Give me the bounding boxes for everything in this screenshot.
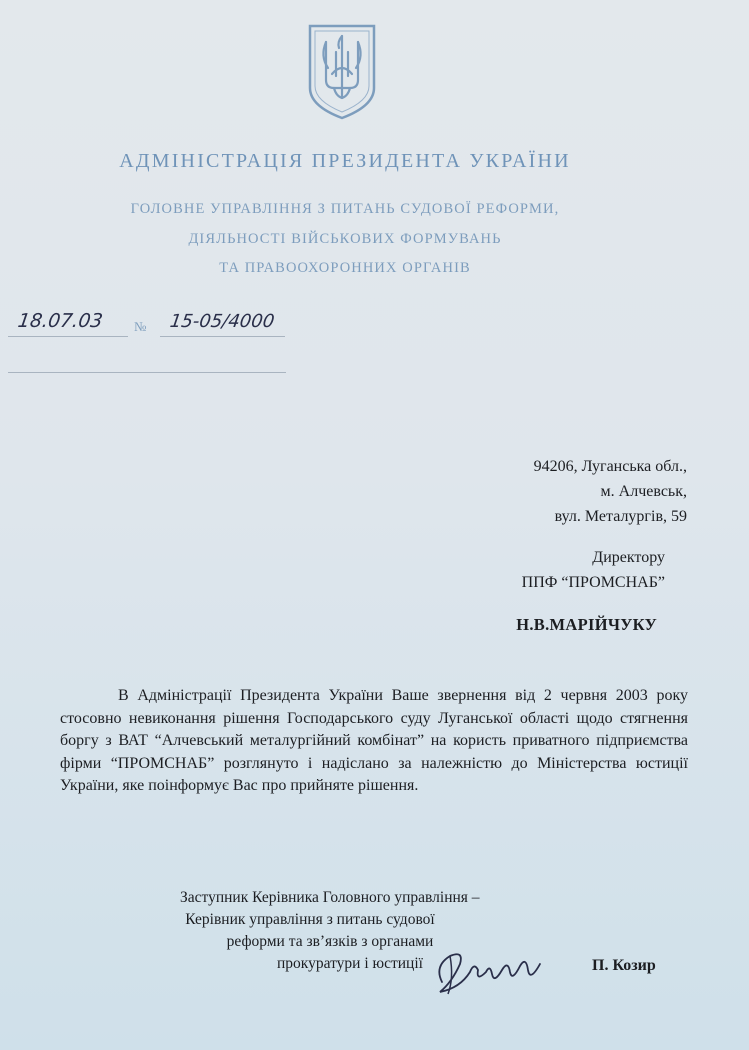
recipient-position: Директору <box>592 549 665 566</box>
signature-title-line-1: Заступник Керівника Головного управління – <box>180 889 480 906</box>
org-subtitle-line-1: ГОЛОВНЕ УПРАВЛІННЯ З ПИТАНЬ СУДОВОЇ РЕФОРМИ, <box>130 201 560 217</box>
registration-number: 15-05/4000 <box>168 311 276 332</box>
address-line-3: вул. Металургів, 59 <box>554 508 687 525</box>
signature-title-line-4: прокуратури і юстиції <box>277 955 423 972</box>
recipient-block <box>522 545 665 595</box>
address-line-2: м. Алчевськ, <box>600 483 687 500</box>
recipient-company: ППФ “ПРОМСНАБ” <box>521 574 665 591</box>
recipient-name: Н.В.МАРІЙЧУКУ <box>516 615 657 634</box>
registration-underline-2 <box>160 336 285 337</box>
registration-date: 18.07.03 <box>16 310 105 332</box>
signature-title-line-2: Керівник управління з питань судової <box>185 911 435 928</box>
recipient-address <box>534 454 687 529</box>
org-subtitle-line-3: ТА ПРАВООХОРОННИХ ОРГАНІВ <box>219 260 471 276</box>
signature-title-line-3: реформи та зв’язків з органами <box>226 933 434 950</box>
handwritten-signature-icon <box>430 942 550 1002</box>
letter-body: В Адміністрації Президента України Ваше звернення від 2 червня 2003 року стосовно невиконання рішення Господарського суду Луганської області щодо стягнення боргу з ВАТ “Алчевський металургійний комбінат” на користь приватного підприємства фірми “ПРОМСНАБ” розглянуто і надіслано за належністю до Міністерства юстиції України, яке поінформує Вас про прийняте рішення. <box>60 687 688 795</box>
registration-number-label: № <box>134 319 147 334</box>
address-line-1: 94206, Луганська обл., <box>533 458 687 475</box>
trident-coat-of-arms-icon <box>306 22 378 120</box>
registration-underline-3 <box>8 372 286 373</box>
signer-name: П. Козир <box>592 957 656 974</box>
org-subtitle-line-2: ДІЯЛЬНОСТІ ВІЙСЬКОВИХ ФОРМУВАНЬ <box>188 231 502 247</box>
registration-underline-1 <box>8 336 128 337</box>
org-title: АДМІНІСТРАЦІЯ ПРЕЗИДЕНТА УКРАЇНИ <box>119 150 571 172</box>
